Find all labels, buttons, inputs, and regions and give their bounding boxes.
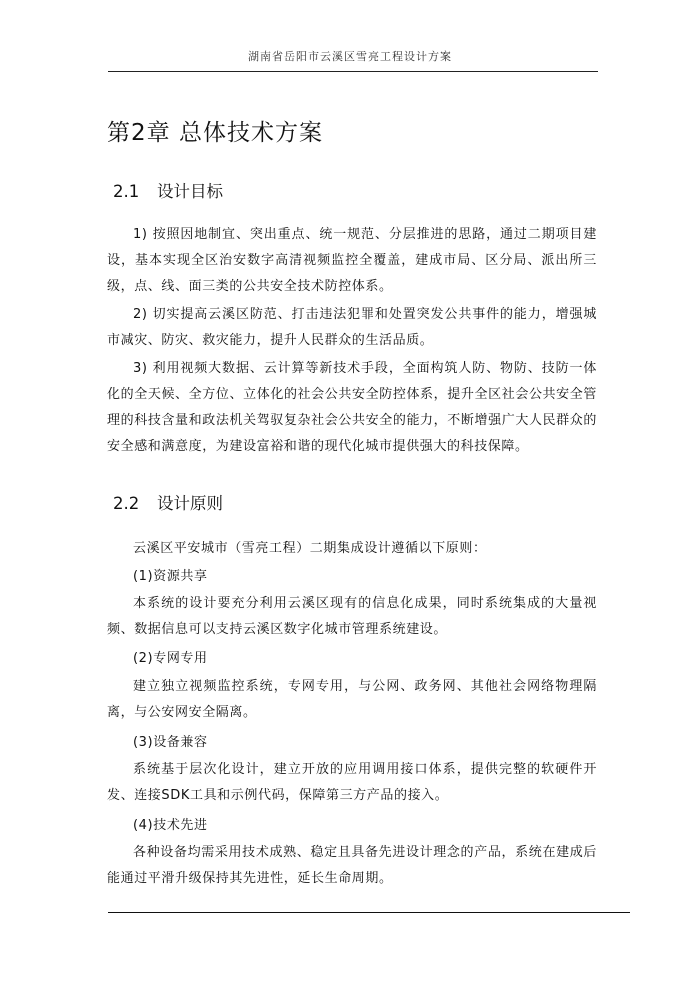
principle-text: 建立独立视频监控系统，专网专用，与公网、政务网、其他社会网络物理隔离，与公安网安全隔离。 [107,679,597,720]
principle-text: 本系统的设计要充分利用云溪区现有的信息化成果，同时系统集成的大量视频、数据信息可以支持云溪区数字化城市管理系统建设。 [107,596,597,637]
footer-rule [108,912,630,913]
page-header: 湖南省岳阳市云溪区雪亮工程设计方案 [248,50,452,63]
section-intro: 云溪区平安城市（雪亮工程）二期集成设计遵循以下原则： [133,541,487,556]
principle-label: (4)技术先进 [133,818,208,833]
principle-label: (3)设备兼容 [133,735,208,750]
paragraph: 2) 切实提高云溪区防范、打击违法犯罪和处置突发公共事件的能力，增强城市减灾、防灾、救灾能力，提升人民群众的生活品质。 [107,307,597,348]
section-heading-2-2 [113,490,223,514]
principle-text: 系统基于层次化设计，建立开放的应用调用接口体系，提供完整的软硬件开发、连接SDK工具和示例代码，保障第三方产品的接入。 [107,762,597,803]
section-title: 设计原则 [157,494,223,513]
principle-label: (2)专网专用 [133,651,208,666]
section-number: 2.2 [113,494,140,513]
section-title: 设计目标 [157,182,223,201]
principle-text: 各种设备均需采用技术成熟、稳定且具备先进设计理念的产品，系统在建成后能通过平滑升级保持其先进性，延长生命周期。 [107,845,597,886]
principle-label: (1)资源共享 [133,569,208,584]
section-heading-2-1 [113,178,223,202]
paragraph: 1) 按照因地制宜、突出重点、统一规范、分层推进的思路，通过二期项目建设，基本实现全区治安数字高清视频监控全覆盖，建成市局、区分局、派出所三级，点、线、面三类的公共安全技术防控体系。 [107,227,597,294]
chapter-title: 第2章 总体技术方案 [107,120,323,146]
section-number: 2.1 [113,182,140,201]
header-rule [108,71,598,72]
paragraph: 3) 利用视频大数据、云计算等新技术手段，全面构筑人防、物防、技防一体化的全天候、全方位、立体化的社会公共安全防控体系，提升全区社会公共安全管理的科技含量和政法机关驾驭复杂社会公共安全的能力，不断增强广大人民群众的安全感和满意度，为建设富裕和谐的现代化城市提供强大的科技保障。 [107,361,597,454]
